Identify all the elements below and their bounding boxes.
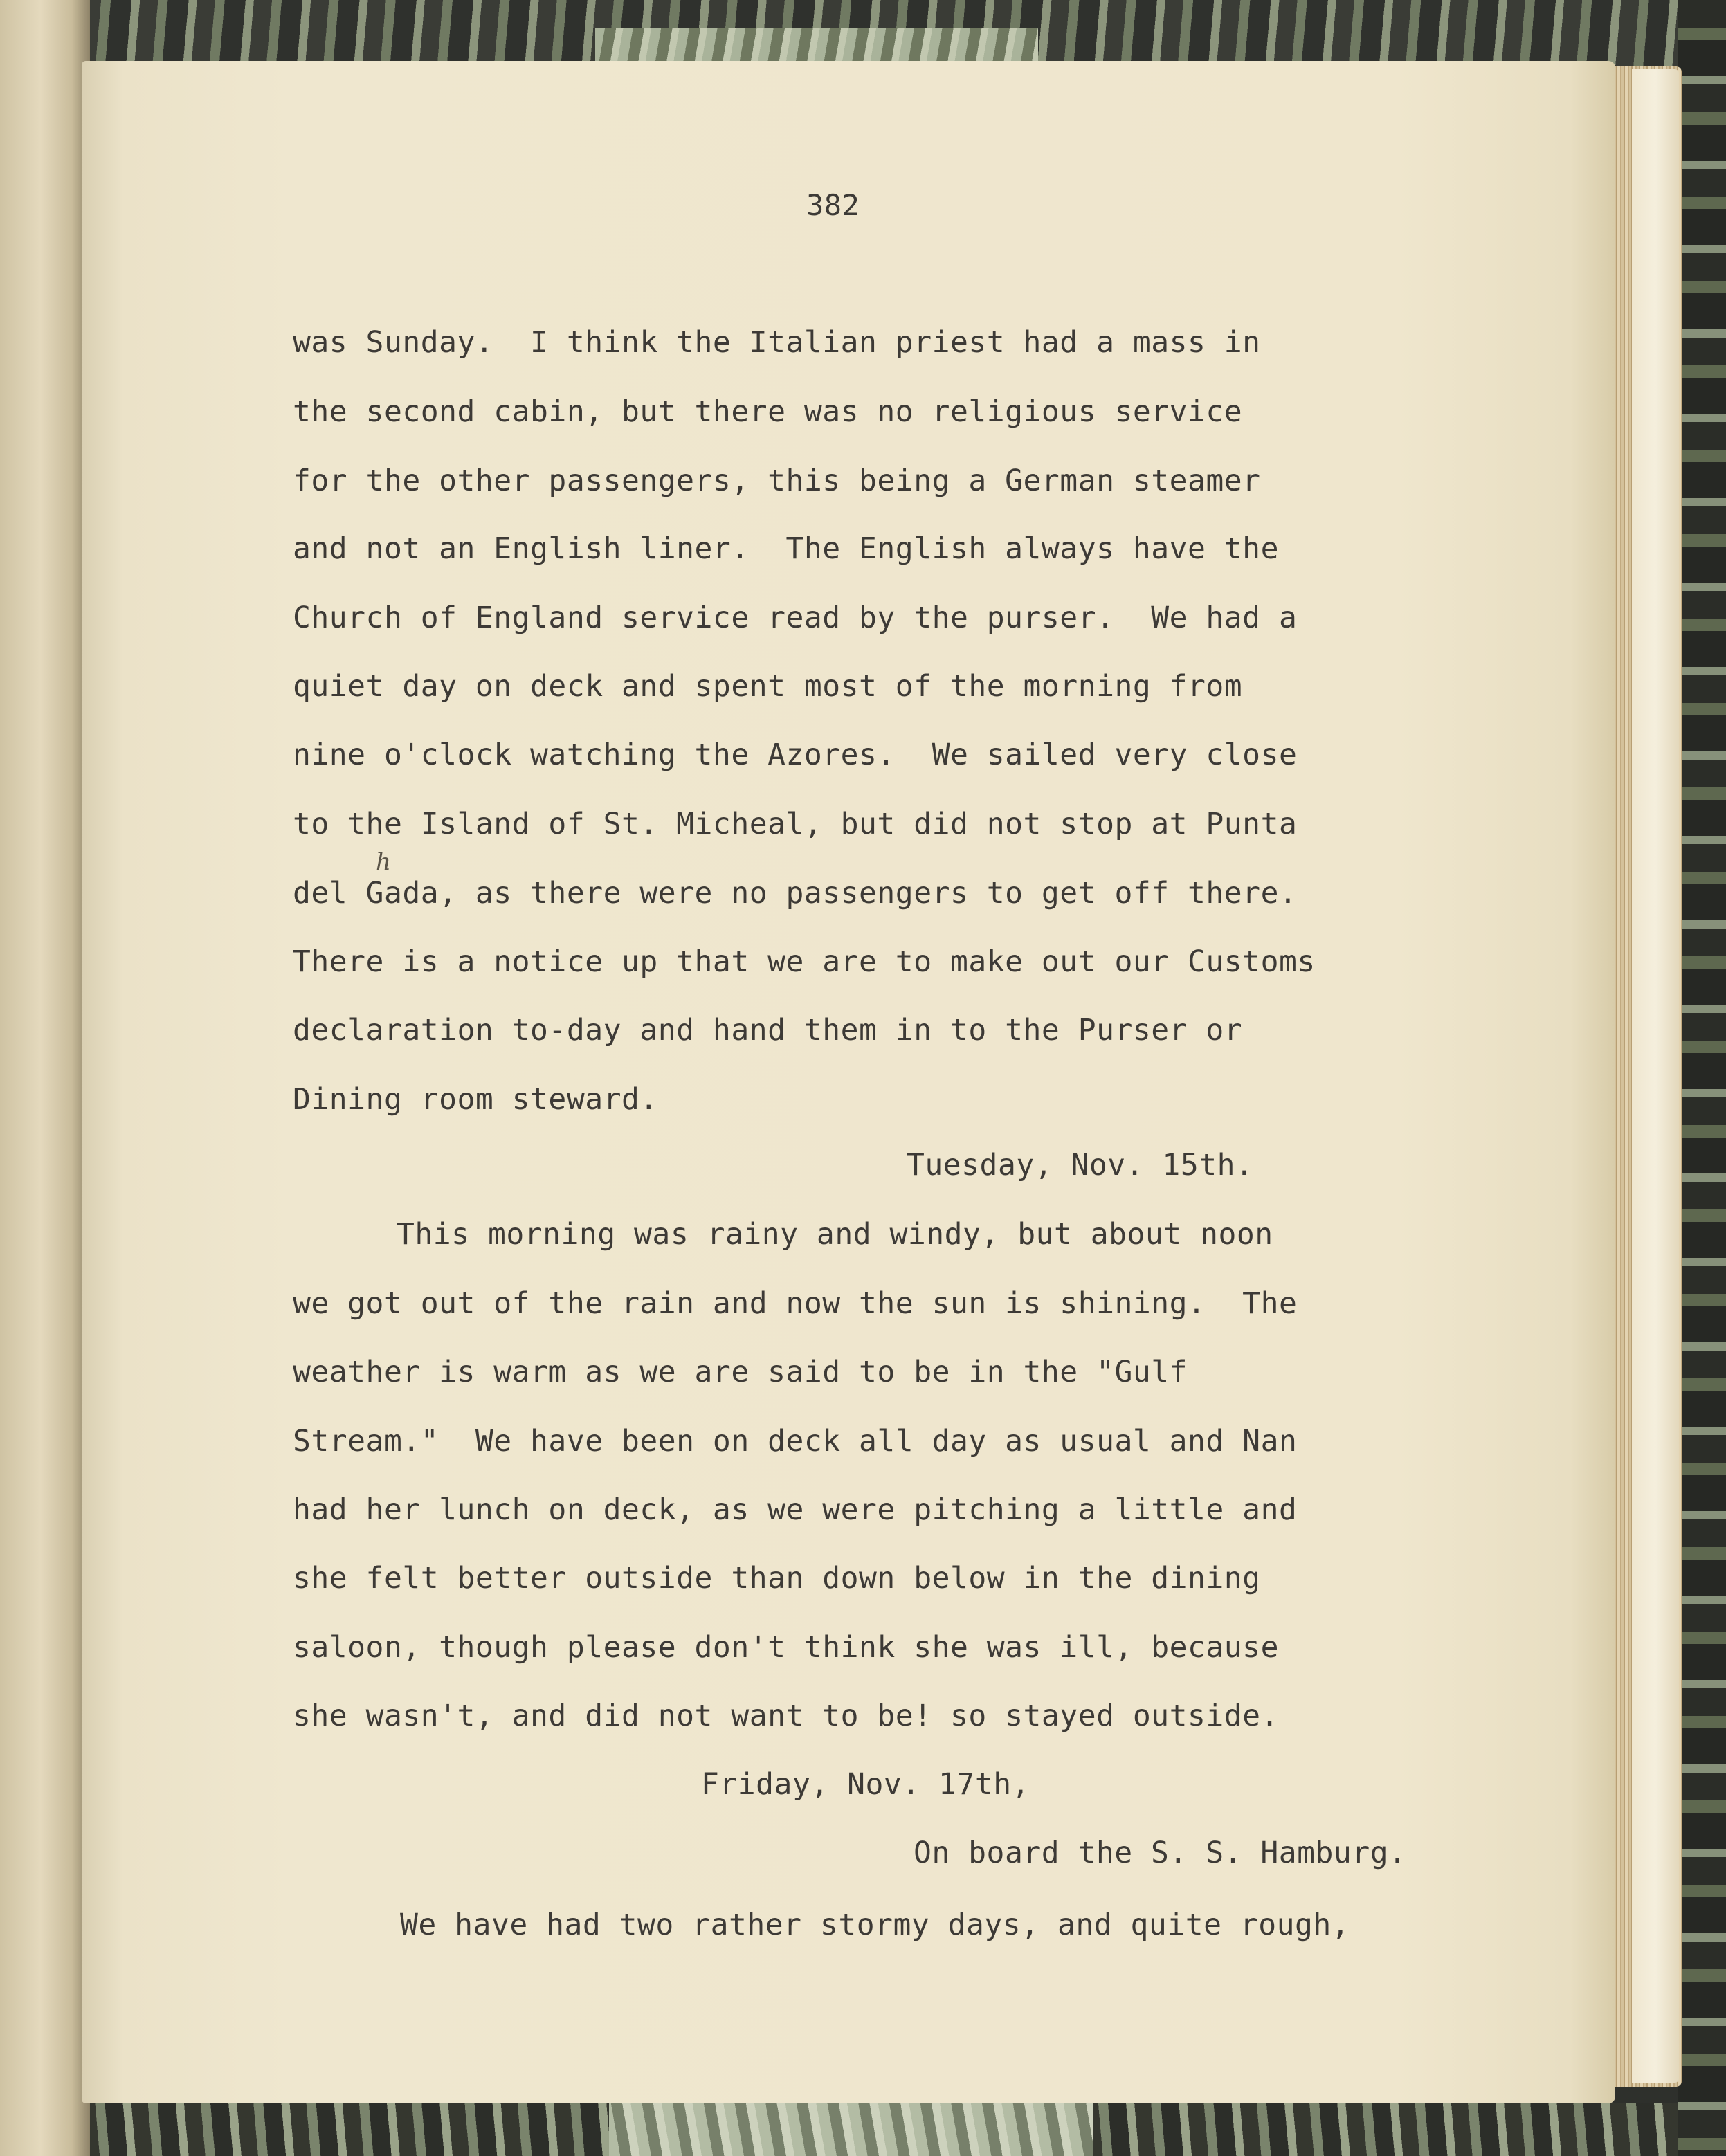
text-line: There is a notice up that we are to make out our Customs xyxy=(293,944,1316,979)
text-line: saloon, though please don't think she was ill, because xyxy=(293,1630,1279,1665)
text-line: she felt better outside than down below in the dining xyxy=(293,1561,1261,1596)
text-line: for the other passengers, this being a German steamer xyxy=(293,464,1261,498)
page-number: 382 xyxy=(806,188,860,222)
text-line: and not an English liner. The English always have the xyxy=(293,531,1279,566)
text-line: nine o'clock watching the Azores. We sailed very close xyxy=(293,738,1298,772)
text-line: weather is warm as we are said to be in the "Gulf xyxy=(293,1355,1188,1389)
location-heading: On board the S. S. Hamburg. xyxy=(914,1836,1407,1870)
handwritten-correction: h xyxy=(376,848,391,876)
text-line: had her lunch on deck, as we were pitching a little and xyxy=(293,1492,1298,1527)
text-line: Stream." We have been on deck all day as usual and Nan xyxy=(293,1424,1298,1459)
text-line: to the Island of St. Micheal, but did not stop at Punta xyxy=(293,807,1298,841)
text-line: del Gada, as there were no passengers to get off there. xyxy=(293,876,1298,911)
date-heading: Tuesday, Nov. 15th. xyxy=(907,1148,1254,1182)
text-line: quiet day on deck and spent most of the morning from xyxy=(293,669,1243,704)
text-line: she wasn't, and did not want to be! so stayed outside. xyxy=(293,1699,1279,1733)
text-line: declaration to-day and hand them in to the Purser or xyxy=(293,1013,1243,1048)
text-line: Dining room steward. xyxy=(293,1082,658,1117)
text-line: was Sunday. I think the Italian priest had a mass in xyxy=(293,325,1261,360)
cloth-binding-bottom xyxy=(83,2103,1726,2156)
cloth-binding-right xyxy=(1678,0,1726,2156)
text-line: This morning was rainy and windy, but about noon xyxy=(397,1217,1273,1252)
date-heading: Friday, Nov. 17th, xyxy=(701,1767,1030,1802)
text-line: We have had two rather stormy days, and quite rough, xyxy=(400,1908,1350,1942)
facing-page-gutter xyxy=(0,0,90,2156)
text-line: we got out of the rain and now the sun is shining. The xyxy=(293,1286,1298,1321)
text-line: the second cabin, but there was no religious service xyxy=(293,394,1243,429)
text-line: Church of England service read by the purser. We had a xyxy=(293,601,1298,635)
